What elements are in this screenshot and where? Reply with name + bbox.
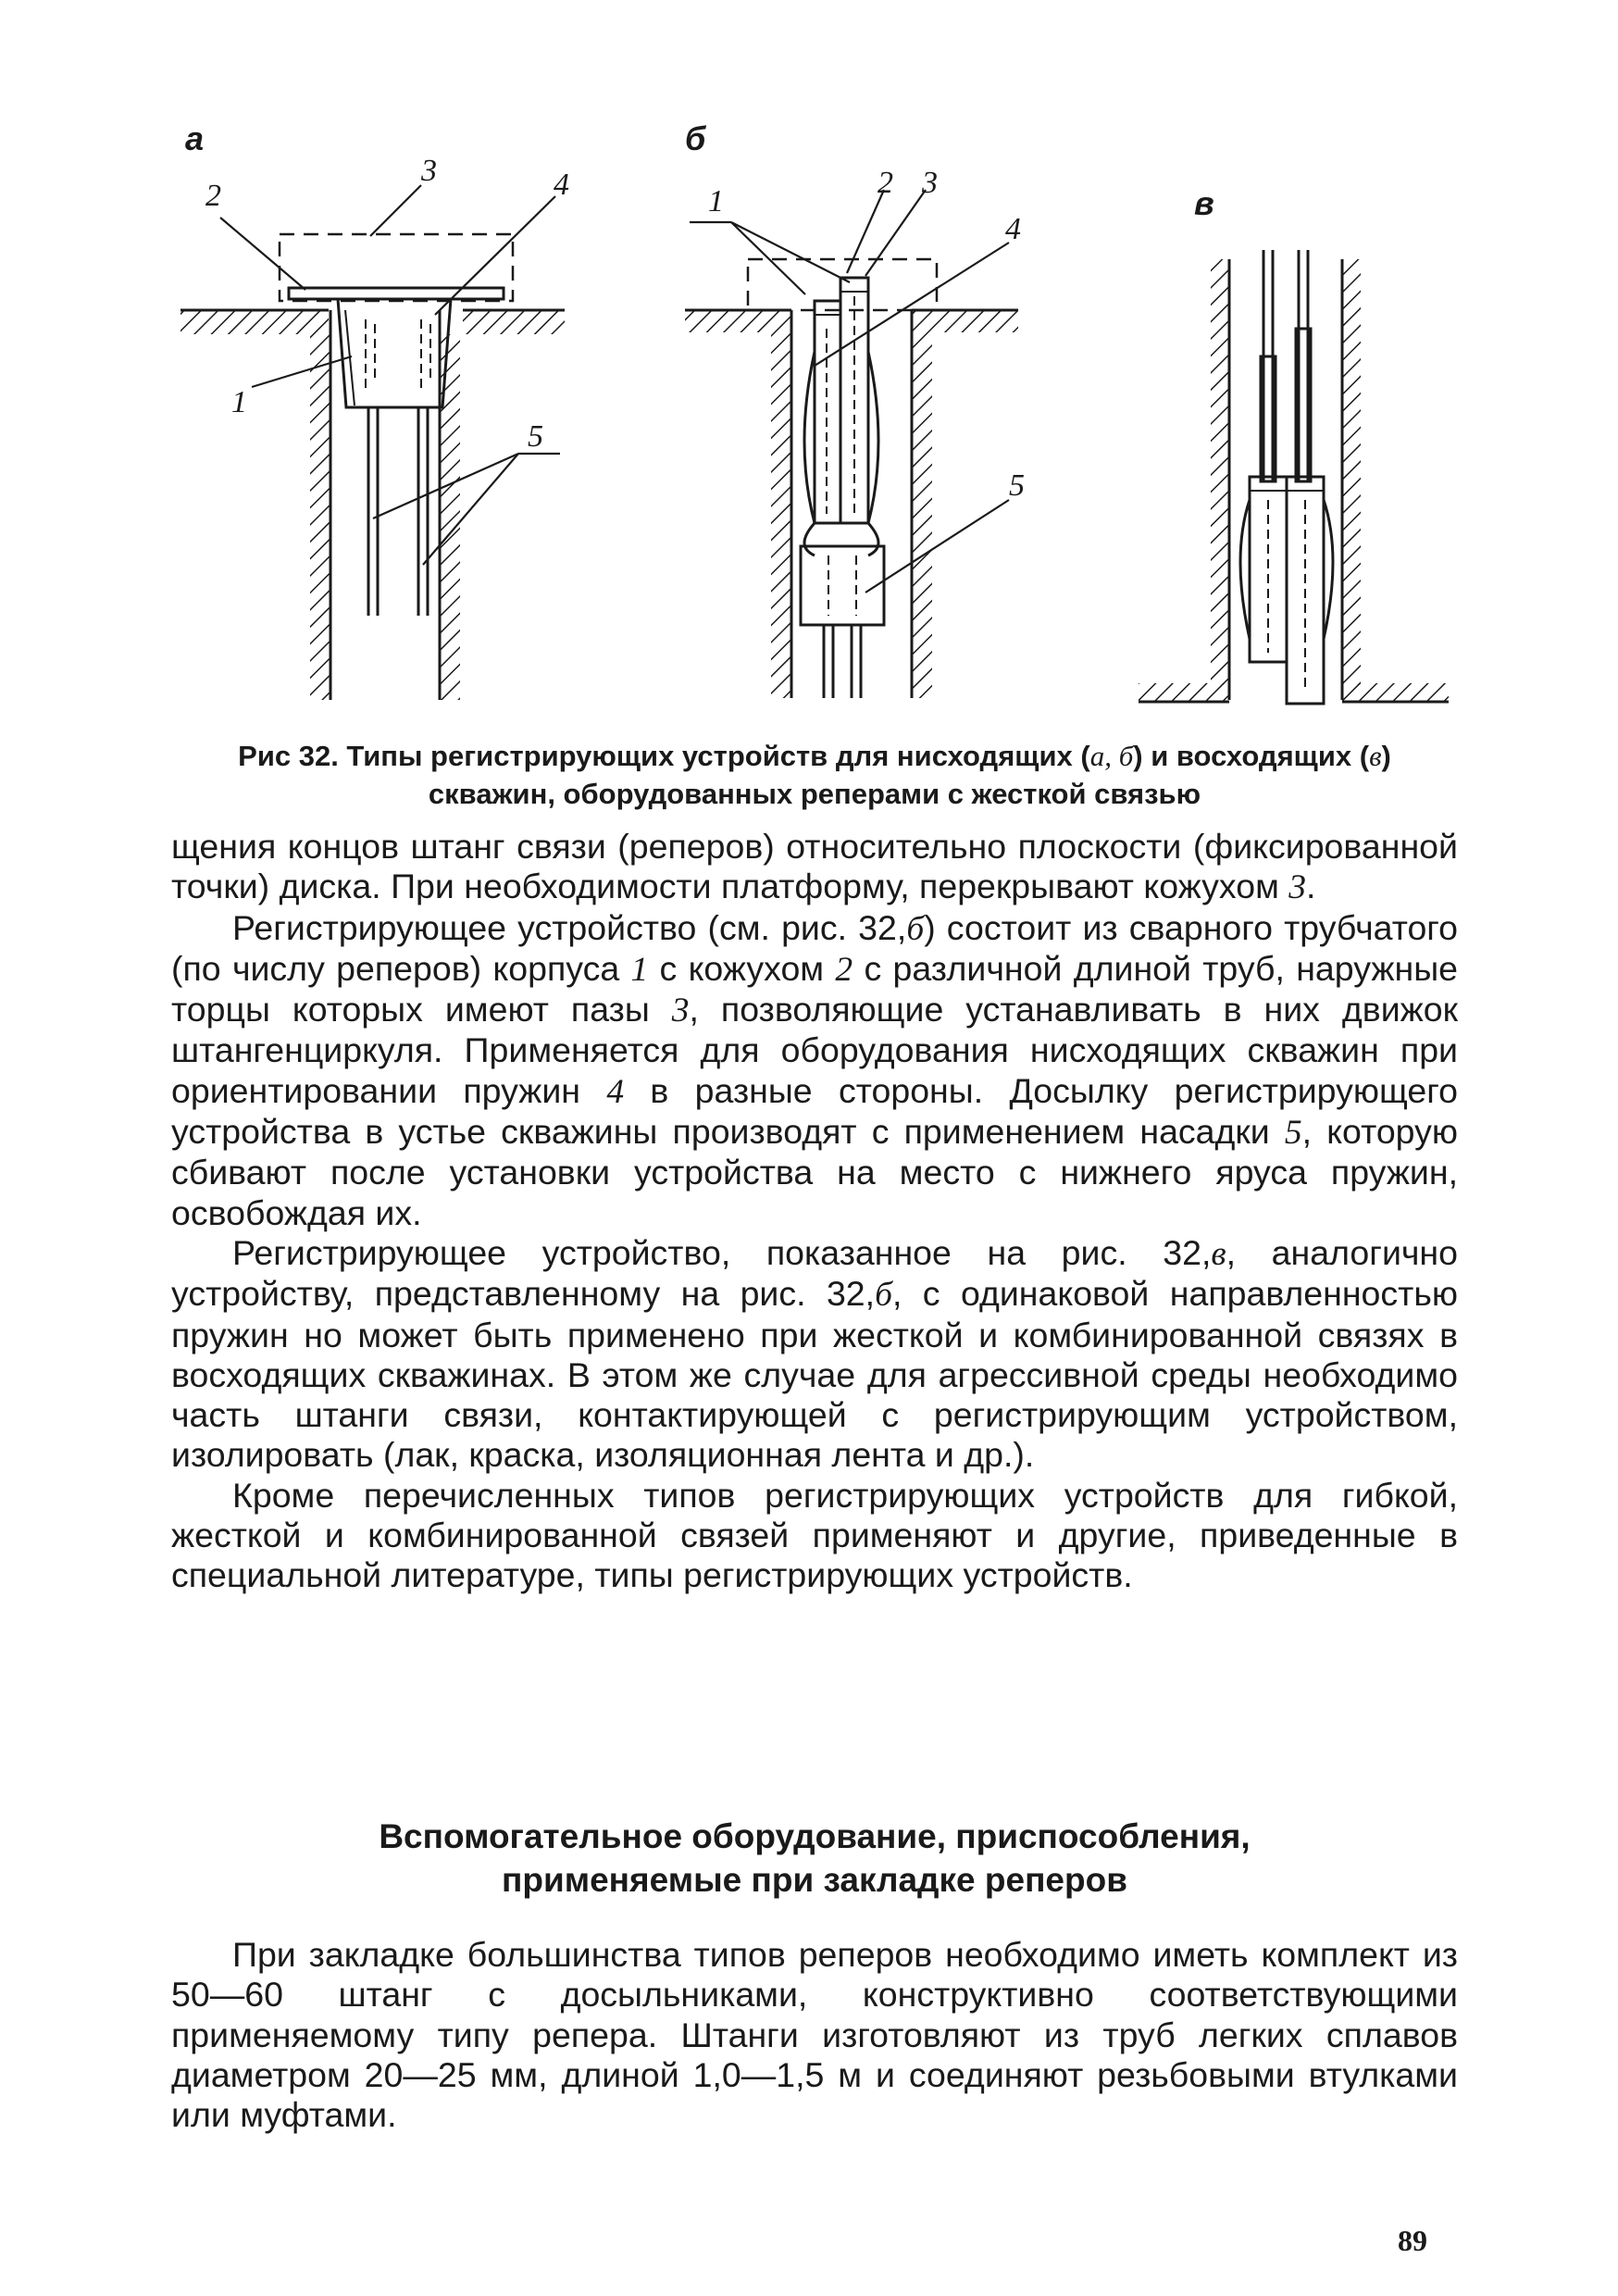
caption-line-2: скважин, оборудованных реперами с жесткой связью bbox=[428, 778, 1201, 810]
text-block-1 bbox=[171, 827, 1458, 1596]
paragraph: Кроме перечисленных типов регистрирующих устройств для гибкой, жесткой и комбинированной связей применяют и другие, приведенные в специальной литературе, типы регистрирующих устройств. bbox=[171, 1475, 1458, 1595]
figure-32 bbox=[139, 111, 1481, 722]
panel-b-callout: 5 bbox=[1009, 468, 1025, 503]
heading-line-1: Вспомогательное оборудование, приспособления, bbox=[379, 1817, 1251, 1855]
panel-a-callout: 2 bbox=[205, 179, 221, 213]
panel-a-callout: 3 bbox=[421, 154, 437, 188]
page-number: 89 bbox=[1398, 2224, 1427, 2257]
panel-a-callout: 1 bbox=[231, 385, 247, 419]
paragraph: При закладке большинства типов реперов необходимо иметь комплект из 50—60 штанг с досыльниками, конструктивно соответствующими применяемому типу репера. Штанги изготовляют из труб легких сплавов диаметром 20—25 мм, длиной 1,0—1,5 м и соединяют резьбовыми втулками или муфтами. bbox=[171, 1935, 1458, 2135]
text-block-2 bbox=[171, 1935, 1458, 2135]
panel-b-callout: 1 bbox=[708, 184, 724, 218]
panel-a-callout: 5 bbox=[528, 419, 543, 454]
panel-b-callout: 3 bbox=[922, 166, 938, 200]
panel-b-callout: 2 bbox=[877, 166, 893, 200]
panel-c-drawing bbox=[1139, 250, 1449, 704]
section-heading bbox=[171, 1815, 1458, 1902]
paragraph: Регистрирующее устройство (см. рис. 32,б) состоит из сварного трубчатого (по числу реперов) корпуса 1 с кожухом 2 с различной длиной труб, наружные торцы которых имеют пазы 3, позволяющие устанавливать в них движок штангенциркуля. Применяется для оборудования нисходящих скважин при ориентировании пружин 4 в разные стороны. Досылку регистрирующего устройства в устье скважины производят с применением насадки 5, которую сбивают после установки устройства на место с нижнего яруса пружин, освобождая их. bbox=[171, 907, 1459, 1232]
paragraph: щения концов штанг связи (реперов) относительно плоскости (фиксированной точки) диска. При необходимости платформу, перекрывают кожухом 3. bbox=[171, 827, 1458, 907]
heading-line-2: применяемые при закладке реперов bbox=[502, 1861, 1127, 1899]
panel-a-label: а bbox=[185, 119, 205, 157]
panel-b-label: б bbox=[685, 119, 706, 157]
panel-a-callout: 4 bbox=[554, 168, 569, 202]
panel-c-label: в bbox=[1194, 184, 1214, 222]
paragraph: Регистрирующее устройство, показанное на рис. 32,в, аналогично устройству, представленному на рис. 32,б, с одинаковой направленностью пружин но может быть применено при жесткой и комбинированной связях в восходящих скважинах. В этом же случае для агрессивной среды необходимо часть штанги связи, контактирующей с регистрирующим устройством, изолировать (лак, краска, изоляционная лента и др.). bbox=[171, 1232, 1458, 1475]
caption-line-1: Рис 32. Типы регистрирующих устройств для нисходящих (а, б) и восходящих (в) bbox=[238, 740, 1391, 772]
figure-caption bbox=[171, 737, 1458, 813]
panel-b-callout: 4 bbox=[1005, 212, 1021, 246]
panel-b-drawing bbox=[685, 190, 1018, 698]
panel-a-drawing bbox=[180, 185, 565, 700]
